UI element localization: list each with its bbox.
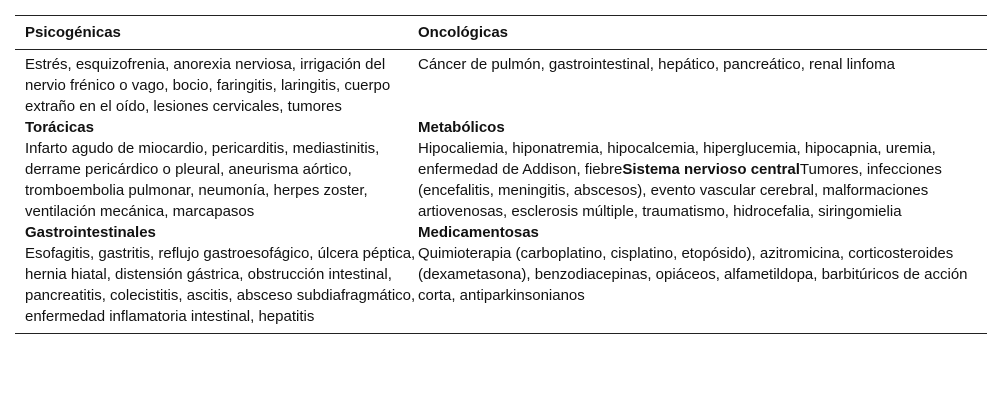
header-oncologicas: Oncológicas — [418, 24, 509, 41]
cell-gastrointestinales — [15, 222, 418, 327]
section-title-sistema-nervioso: Sistema nervioso central — [622, 161, 800, 178]
cell-text: Cáncer de pulmón, gastrointestinal, hepático, pancreático, renal linfoma — [418, 56, 895, 73]
cell-text: Infarto agudo de miocardio, pericarditis, mediastinitis, derrame pericárdico o pleural, aneurisma aórtico, tromboembolia pulmonar, neumonía, herpes zoster, ventilación mecánica, marcapasos — [25, 140, 380, 220]
table-row — [15, 117, 987, 222]
table-row — [15, 54, 987, 117]
cell-metabolicos — [418, 117, 987, 222]
section-title-toracicas: Torácicas — [25, 119, 94, 136]
table-body — [15, 50, 987, 333]
cell-text: Esofagitis, gastritis, reflujo gastroesofágico, úlcera péptica, hernia hiatal, distensión gástrica, obstrucción intestinal, pancreatitis, colecistitis, ascitis, absceso subdiafragmático, enfermedad inflamatoria intestinal, hepatitis — [25, 245, 416, 325]
sistema-nervioso-text: Tumores, infecciones (encefalitis, meningitis, abscesos), evento vascular cerebral, malformaciones artiovenosas, esclerosis múltiple, traumatismo, hidrocefalia, siringomielia — [418, 161, 942, 220]
cell-psicogenicas — [15, 54, 418, 117]
table-row — [15, 222, 987, 327]
cell-medicamentosas — [418, 222, 987, 327]
causes-table — [15, 15, 987, 334]
cell-toracicas — [15, 117, 418, 222]
section-title-metabolicos: Metabólicos — [418, 119, 505, 136]
cell-oncologicas — [418, 54, 987, 117]
section-title-gastrointestinales: Gastrointestinales — [25, 224, 156, 241]
cell-text: Estrés, esquizofrenia, anorexia nerviosa, irrigación del nervio frénico o vago, bocio, faringitis, laringitis, cuerpo extraño en el oído, lesiones cervicales, tumores — [25, 56, 391, 115]
header-psicogenicas: Psicogénicas — [25, 24, 121, 41]
table-header — [15, 16, 987, 50]
cell-text-combined — [418, 138, 987, 222]
cell-text: Quimioterapia (carboplatino, cisplatino, etopósido), azitromicina, corticosteroides (dexametasona), benzodiacepinas, opiáceos, alfametildopa, barbitúricos de acción corta, antiparkinsonianos — [418, 245, 968, 304]
metabolicos-text: Hipocaliemia, hiponatremia, hipocalcemia, hiperglucemia, hipocapnia, uremia, enfermedad de Addison, fiebre — [418, 140, 936, 178]
section-title-medicamentosas: Medicamentosas — [418, 224, 539, 241]
